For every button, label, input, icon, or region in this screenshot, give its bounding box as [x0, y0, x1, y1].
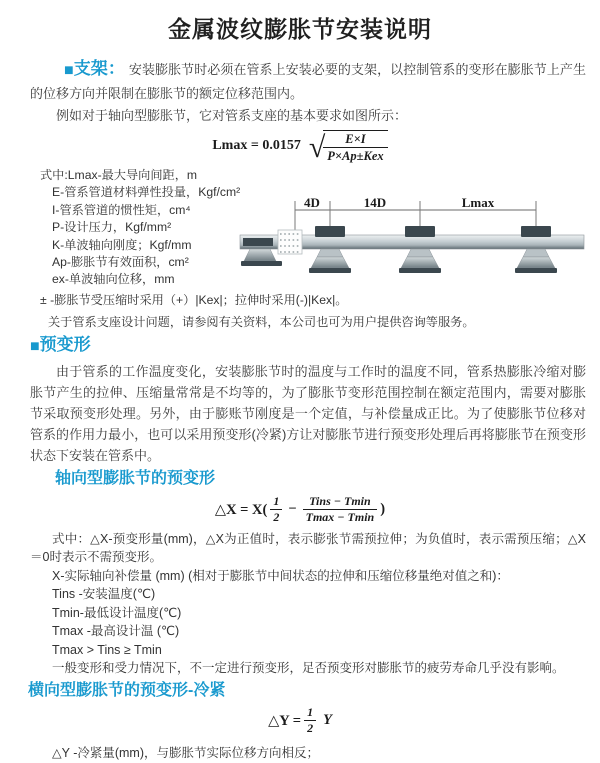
support-example-line: 例如对于轴向型膨胀节，它对管系支座的基本要求如图所示： [56, 108, 408, 123]
dim-label-14d: 14D [363, 195, 387, 210]
note-line: Tmax > Tins ≥ Tmin [52, 642, 162, 657]
axial-predeform-heading: 轴向型膨胀节的预变形 [55, 469, 216, 487]
fraction-denominator: Tmax − Tmin [305, 510, 375, 525]
definition-line: E-管系管道材料弹性投量，Kgf/cm² [52, 185, 241, 200]
plusminus-note: ± -膨胀节受压缩时采用（+）|Kex|；拉伸时采用(-)|Kex|。 [40, 292, 348, 307]
lateral-note: △Y -冷紧量(mm)，与膨胀节实际位移方向相反； [52, 745, 320, 760]
lmax-formula-fraction [323, 130, 387, 163]
fraction-numerator: E×I [323, 131, 387, 148]
axial-notes-block [30, 530, 586, 678]
note-line: X-实际轴向补偿量 (mm) (相对于膨胀节中间状态的拉伸和压缩位移量绝对值之和)： [52, 568, 509, 583]
lateral-formula-rhs: Y [323, 712, 332, 729]
lateral-formula-lhs: △Y = [268, 712, 302, 729]
pipe-support [309, 226, 351, 273]
predeform-paragraph: 由于管系的工作温度变化，安装膨胀节时的温度与工作时的温度不同，管系热膨胀冷缩对膨胀节产生的拉伸、压缩量常常是不均等的，为了膨胀节变形范围控制在额定范围内，需要对膨胀节采取预变形处理。另外，由于膨账节刚度是一个定值，与补偿量成正比。为了使膨胀节位移对管系的作用力最小，也可以采用预变形(冷紧)方让对膨胀节进行预变形处理后再将膨胀节在预变形状态下安装在管系中。 [30, 363, 586, 463]
half-fraction [304, 706, 316, 735]
support-intro-paragraph [30, 57, 586, 105]
axial-formula-lhs: △X = X( [214, 501, 268, 518]
note-line: Tmin-最低设计温度(℃) [52, 605, 182, 620]
axial-formula-rhs: ) [380, 501, 386, 518]
fraction-numerator: 1 [270, 495, 282, 510]
definition-line: K-单波轴向刚度；Kgf/mm [52, 237, 192, 252]
fraction-denominator: 2 [273, 510, 280, 525]
pipe-support [515, 226, 557, 273]
predeform-section-heading [30, 334, 600, 358]
section-bullet-icon: ■ [30, 337, 40, 355]
definition-line: I-管系管道的惯性矩，cm⁴ [52, 202, 191, 217]
fraction-numerator: 1 [304, 706, 316, 721]
definition-line: P-设计压力，Kgf/mm² [52, 220, 172, 235]
definition-line: 式中:Lmax-最大导向间距，m [40, 168, 198, 182]
definitions-block [40, 167, 600, 289]
lmax-formula-lhs: Lmax = 0.0157 [212, 138, 301, 153]
radical-sign: √ [308, 131, 326, 164]
section-bullet-icon: ■ [64, 62, 74, 79]
definition-line: ex-单波轴向位移，mm [52, 272, 175, 287]
half-fraction [270, 495, 282, 524]
support-intro-text: 安装膨胀节时必须在管系上安装必要的支架，以控制管系的变形在膨胀节上产生的位移方向并限制在膨胀节的额定位移范围内。 [30, 62, 586, 101]
note-line: 式中：△X-预变形量(mm)，△X为正值时，表示膨张节需预拉伸；为负值时，表示需预压缩；△X＝0时表示不需预变形。 [30, 531, 586, 565]
pipe-support [399, 226, 441, 273]
dim-label-4d: 4D [304, 195, 320, 210]
dim-label-lmax: Lmax [461, 195, 495, 210]
support-closing-note: 关于管系支座设计问题，请参阅有关资料，本公司也可为用户提供咨询等服务。 [48, 314, 475, 329]
fraction-numerator: Tins − Tmin [303, 495, 378, 510]
support-section-heading: 支架： [73, 59, 125, 78]
definition-line: Ap-膨胀节有效面积，cm² [52, 255, 189, 270]
lmax-formula [0, 128, 600, 164]
bellows [278, 230, 302, 254]
lateral-predeform-heading: 横向型膨胀节的预变形-冷紧 [28, 681, 226, 699]
fraction-denominator: 2 [307, 721, 314, 736]
note-line: 一般变形和受力情况下，不一定进行预变形，足否预变形对膨胀节的疲劳寿命几乎没有影响。 [52, 661, 565, 676]
note-line: Tins -安装温度(℃) [52, 587, 156, 602]
page-title: 金属波纹膨胀节安装说明 [168, 16, 432, 42]
predeform-heading-text: 预变形 [39, 334, 91, 354]
note-line: Tmax -最高设计温 (℃) [52, 624, 180, 639]
lateral-predeform-formula [0, 706, 600, 736]
axial-predeform-formula [0, 493, 600, 527]
temperature-fraction [303, 495, 378, 524]
pipe-support-diagram [238, 195, 586, 287]
minus-operator: − [288, 501, 297, 518]
fraction-denominator: P×Ap±Kex [327, 149, 384, 163]
